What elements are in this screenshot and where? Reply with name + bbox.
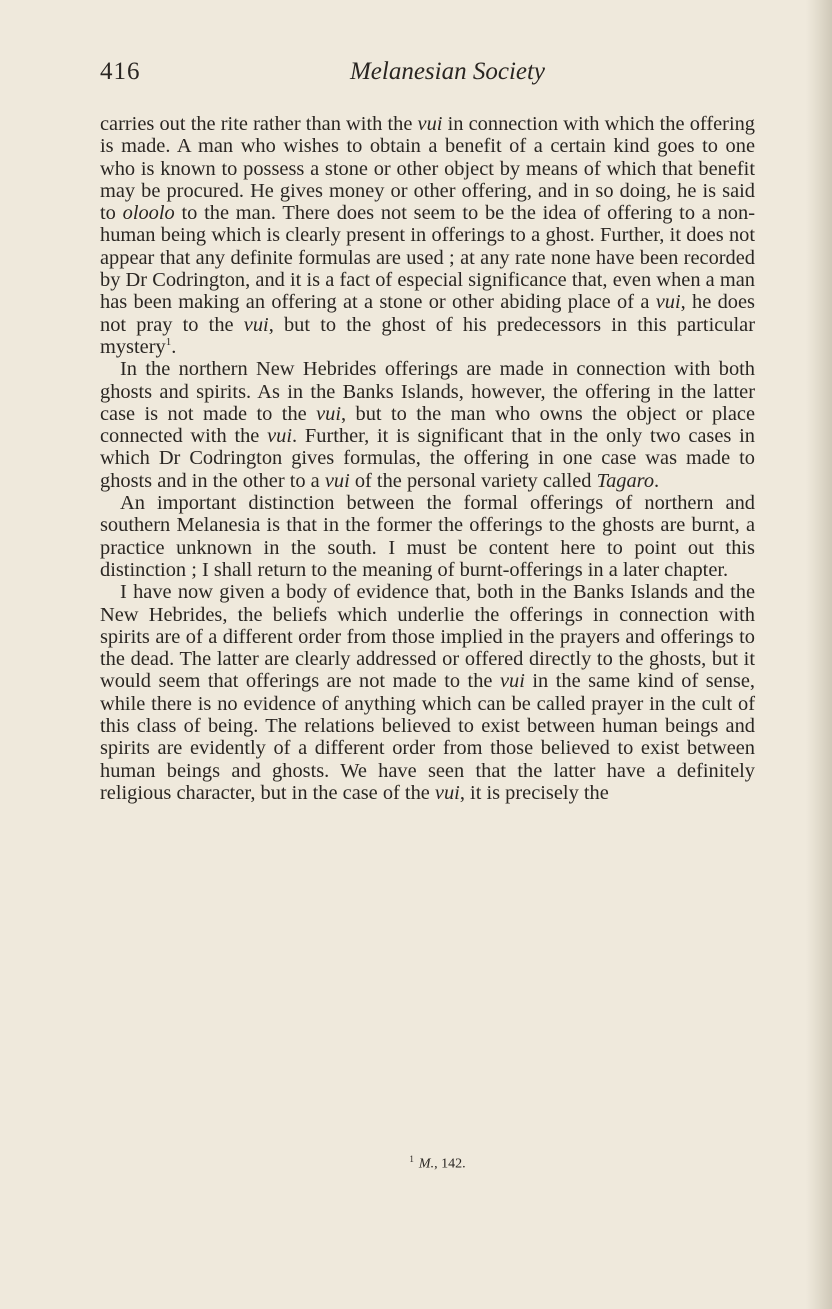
running-head — [100, 58, 755, 98]
italic-term: vui — [434, 781, 460, 804]
text-run: In the northern New Hebrides offerings are made in connection with both ghosts and spirits. As in the Banks Islands, however, the offering in the latter case is not made to the — [100, 358, 755, 425]
paragraph-3 — [100, 492, 755, 581]
paragraph-4 — [100, 581, 755, 804]
text-run: in the same kind of sense, while there is no evidence of anything which can be called prayer in the cult of this class of being. The relations believed to exist between human beings and spirits are evidently of a different order from those believed to exist between human beings and ghosts. We have seen that the latter have a definitely religious character, but in the case of the — [100, 670, 755, 804]
paragraph-1 — [100, 113, 755, 358]
italic-term: Tagaro — [596, 469, 655, 492]
italic-term: vui — [243, 313, 269, 336]
italic-term: vui — [267, 425, 293, 448]
footnote-page: , 142. — [434, 1156, 466, 1172]
footnote-marker: 1 — [165, 336, 172, 349]
text-run: in connection with which the offering is made. A man who wishes to obtain a benefit of a certain kind goes to one who is known to possess a stone or other object by means of which that benefit may be procured. He gives money or other offering, and in so doing, he is said to — [100, 113, 756, 225]
italic-term: vui — [417, 113, 443, 135]
italic-term: vui — [324, 469, 350, 492]
italic-term: vui — [499, 670, 525, 693]
text-run: of the personal variety called — [349, 469, 597, 492]
text-run: carries out the rite rather than with the — [100, 113, 418, 135]
italic-term: oloolo — [122, 202, 175, 225]
footnote — [100, 1154, 765, 1173]
running-title: Melanesian Society — [349, 58, 546, 85]
footnote-number: 1 — [409, 1154, 414, 1164]
text-run: to the man. There does not seem to be the idea of offering to a non-human being which is clearly present in offerings to a ghost. Further, it does not appear that any definite formulas are used ; at any rate none have been recorded by Dr Codrington, and it is a fact of especial significance that, even when a man has been making an offering at a stone or other abiding place of a — [100, 202, 755, 314]
paragraph-2 — [100, 358, 755, 492]
text-run: , he does not pray to the — [100, 291, 755, 336]
italic-term: vui — [316, 402, 342, 425]
footnote-citation: M. — [418, 1156, 435, 1172]
text-run: I have now given a body of evidence that, both in the Banks Islands and the New Hebrides, the beliefs which underlie the offerings in connection with spirits are of a different order from those implied in the prayers and offerings to the dead. The latter are clearly addressed or offered directly to the ghosts, but it would seem that offerings are not made to the — [100, 581, 755, 693]
page-number: 416 — [100, 58, 141, 85]
page-edge-shadow — [806, 0, 832, 1309]
body-text — [100, 113, 755, 804]
text-run: . Further, it is significant that in the only two cases in which Dr Codrington gives formulas, the offering in one case was made to ghosts and in the other to a — [100, 425, 755, 492]
text-run: , but to the man who owns the object or place connected with the — [100, 402, 756, 448]
text-run: . — [654, 469, 660, 492]
text-run: An important distinction between the formal offerings of northern and southern Melanesia is that in the former the offerings to the ghosts are burnt, a practice unknown in the south. I must be content here to point out this distinction ; I shall return to the meaning of burnt-offerings in a later chapter. — [100, 492, 755, 581]
text-run: . — [171, 335, 177, 358]
italic-term: vui — [655, 291, 681, 314]
text-run: , but to the ghost of his predecessors in this particular mystery — [100, 313, 755, 358]
text-run: , it is precisely the — [459, 781, 609, 804]
